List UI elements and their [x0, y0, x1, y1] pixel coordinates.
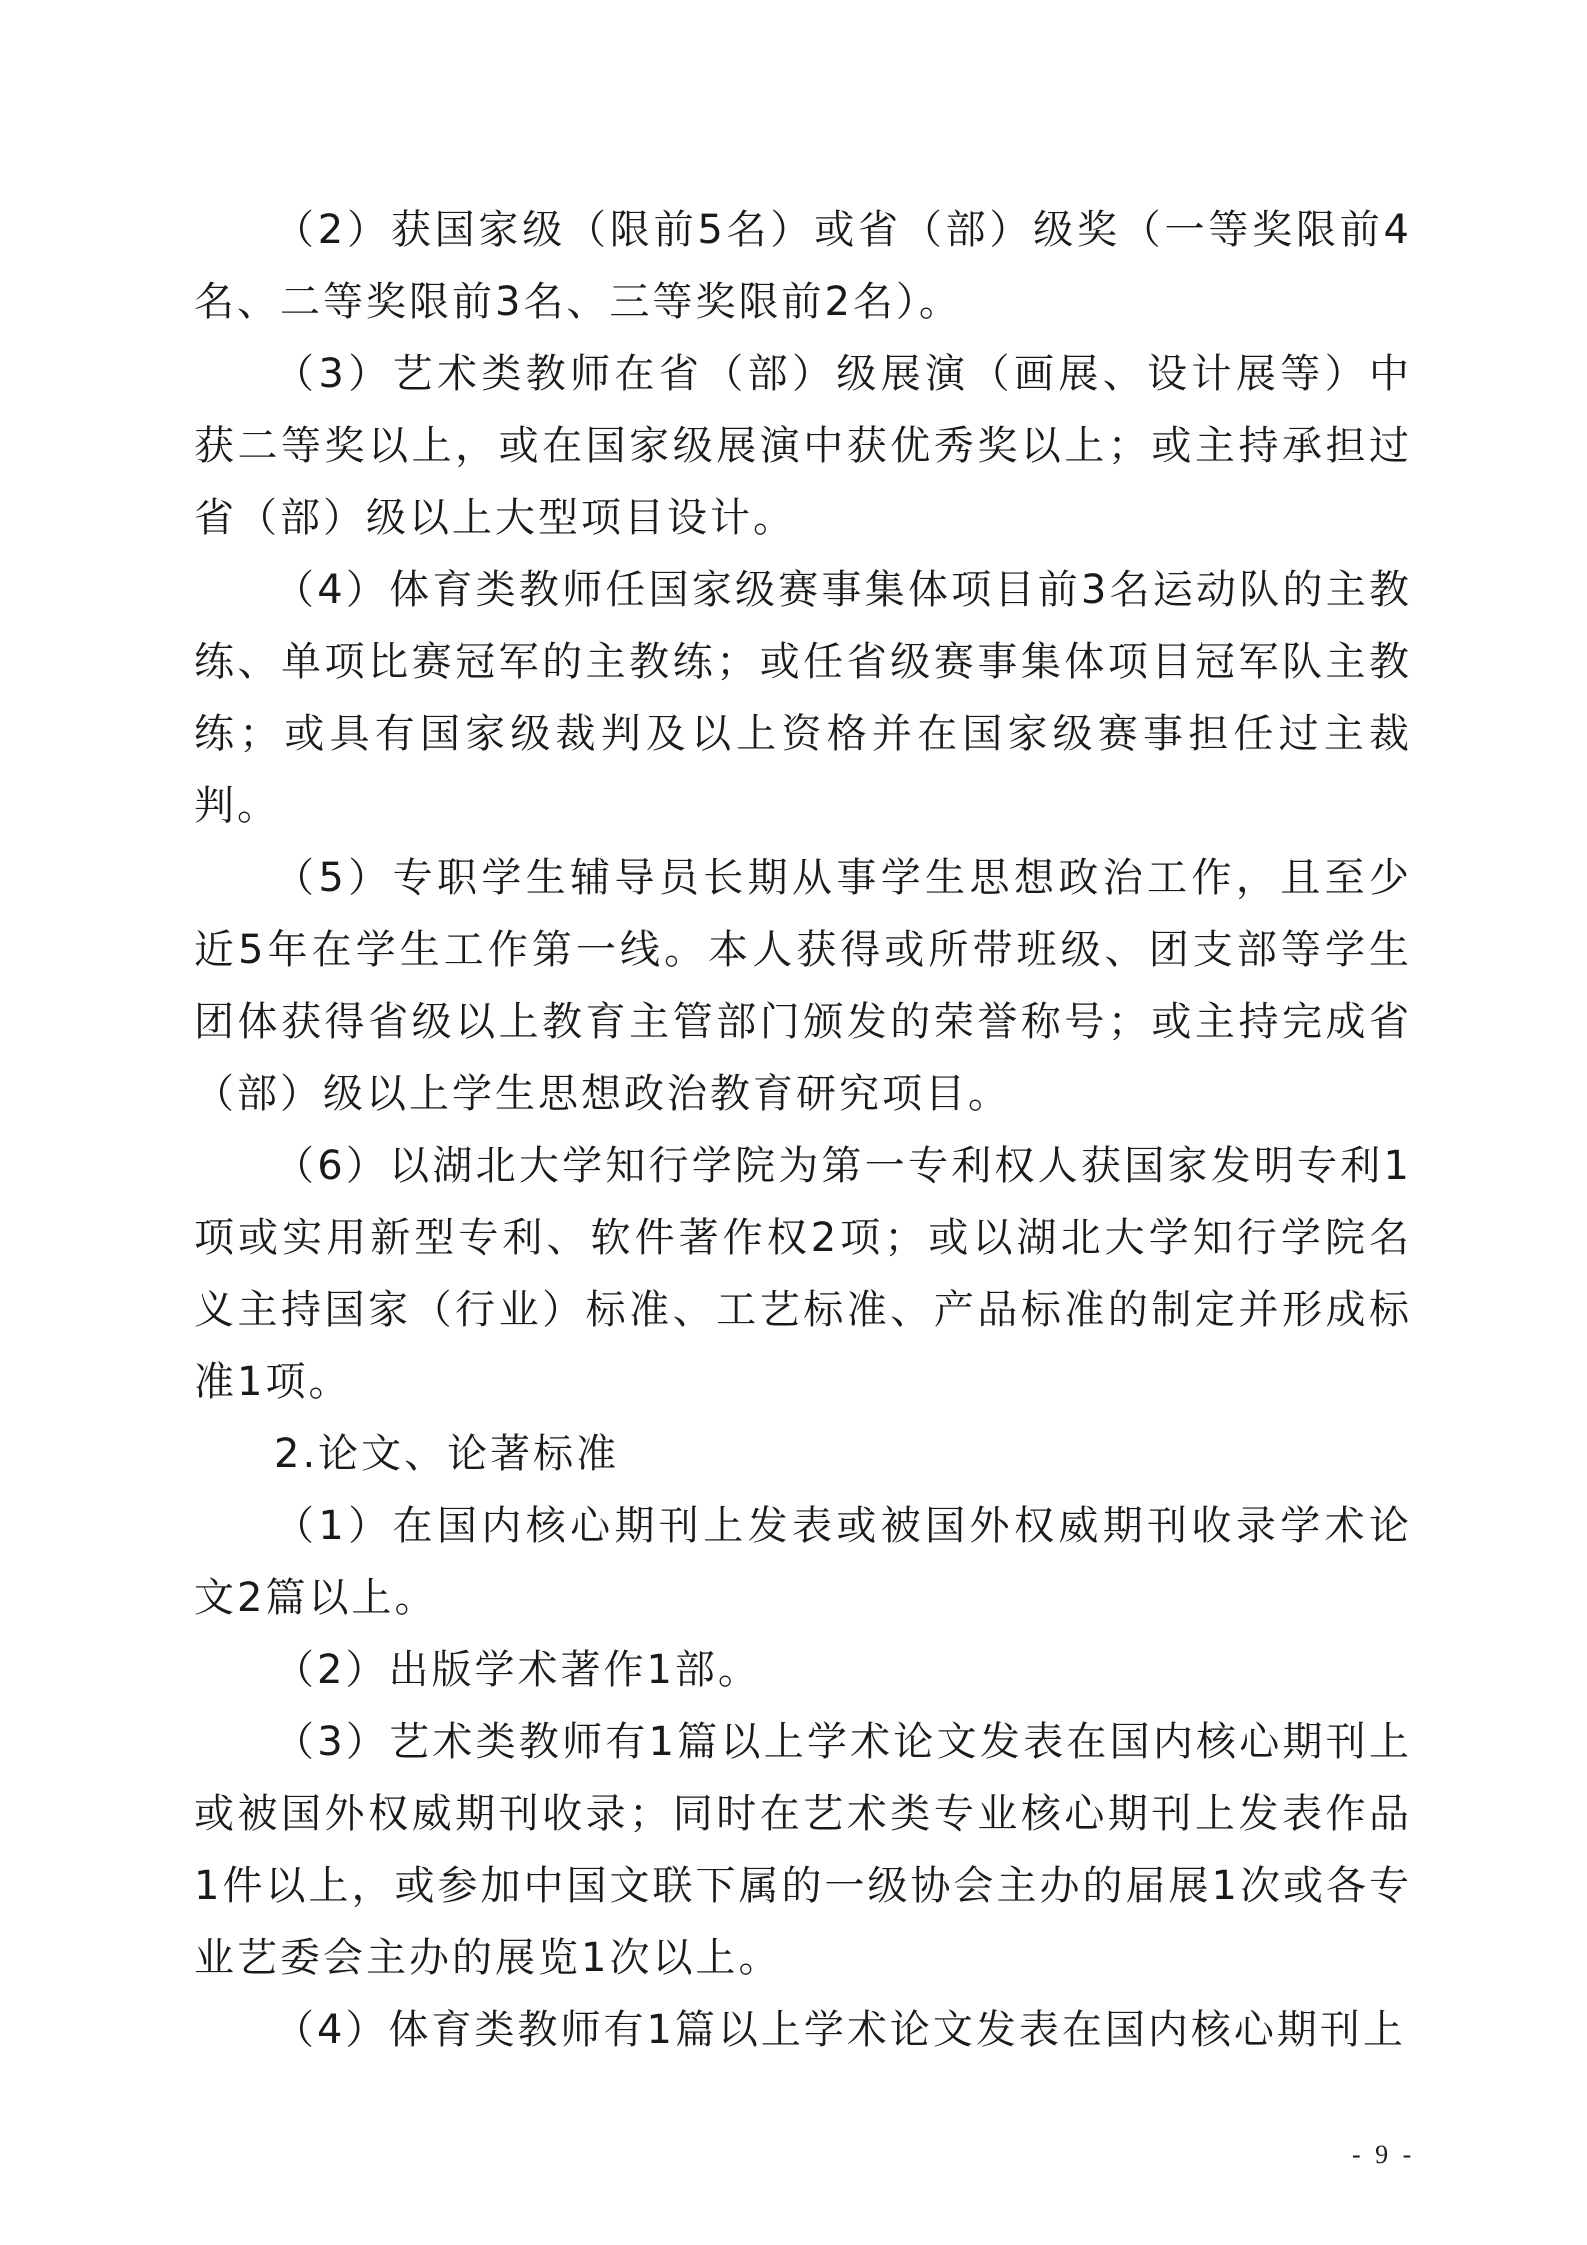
paragraph-patent: （6）以湖北大学知行学院为第一专利权人获国家发明专利1项或实用新型专利、软件著作权2项；或以湖北大学知行学院名义主持国家（行业）标准、工艺标准、产品标准的制定并形成标准1项。	[194, 1143, 1412, 1405]
section-heading-papers: 2.论文、论著标准	[274, 1431, 620, 1477]
paragraph-art-teacher-exhibition: （3）艺术类教师在省（部）级展演（画展、设计展等）中获二等奖以上，或在国家级展演中获优秀奖以上；或主持承担过省（部）级以上大型项目设计。	[194, 351, 1412, 541]
paragraph-core-journal-papers: （1）在国内核心期刊上发表或被国外权威期刊收录学术论文2篇以上。	[194, 1503, 1412, 1621]
page-number: - 9 -	[1352, 2140, 1416, 2169]
paragraph-pe-teacher-coach: （4）体育类教师任国家级赛事集体项目前3名运动队的主教练、单项比赛冠军的主教练；或任省级赛事集体项目冠军队主教练；或具有国家级裁判及以上资格并在国家级赛事担任过主裁判。	[194, 567, 1412, 829]
document-body	[194, 194, 1412, 2066]
paragraph-art-teacher-papers: （3）艺术类教师有1篇以上学术论文发表在国内核心期刊上或被国外权威期刊收录；同时在艺术类专业核心期刊上发表作品1件以上，或参加中国文联下属的一级协会主办的届展1次或各专业艺委会主办的展览1次以上。	[194, 1719, 1412, 1981]
paragraph-pe-teacher-papers: （4）体育类教师有1篇以上学术论文发表在国内核心期刊上	[274, 2007, 1406, 2053]
paragraph-student-counselor: （5）专职学生辅导员长期从事学生思想政治工作，且至少近5年在学生工作第一线。本人获得或所带班级、团支部等学生团体获得省级以上教育主管部门颁发的荣誉称号；或主持完成省（部）级以上学生思想政治教育研究项目。	[194, 855, 1412, 1117]
paragraph-monograph: （2）出版学术著作1部。	[274, 1647, 761, 1693]
paragraph-award-national-provincial: （2）获国家级（限前5名）或省（部）级奖（一等奖限前4名、二等奖限前3名、三等奖限前2名）。	[194, 207, 1412, 325]
